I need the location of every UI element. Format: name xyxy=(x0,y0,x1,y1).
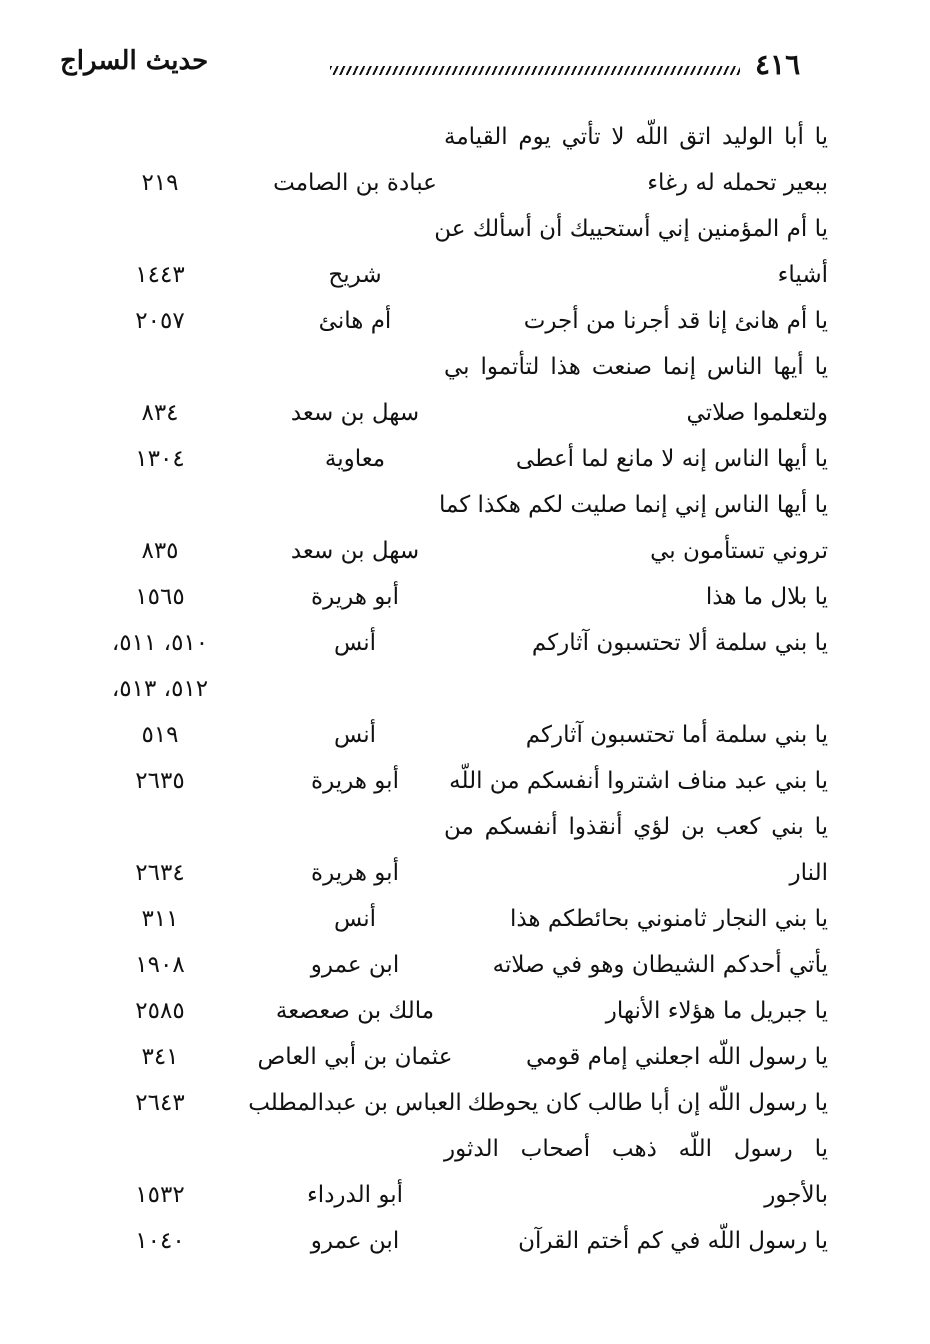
index-row xyxy=(0,396,930,442)
index-row xyxy=(0,212,930,258)
narrator: أبو الدرداء xyxy=(306,1182,403,1208)
hadith-number: ٣٤١ xyxy=(141,1044,179,1070)
hadith-text: يا أيها الناس إني إنما صليت لكم هكذا كما xyxy=(438,492,828,518)
hadith-text: أشياء xyxy=(777,262,828,288)
hadith-text: تروني تستأمون بي xyxy=(650,538,828,564)
hadith-number: ٣١١ xyxy=(141,906,179,932)
index-row xyxy=(0,1178,930,1224)
hadith-number: ١٩٠٨ xyxy=(135,952,185,978)
hadith-text: يا بني سلمة ألا تحتسبون آثاركم xyxy=(531,630,828,656)
narrator: العباس بن عبدالمطلب xyxy=(248,1090,462,1116)
hadith-number: ٢١٩ xyxy=(141,170,179,196)
index-row xyxy=(0,672,930,718)
index-row xyxy=(0,580,930,626)
hadith-number: ٥١٩ xyxy=(141,722,179,748)
hadith-text: يا بني النجار ثامنوني بحائطكم هذا xyxy=(509,906,828,932)
hadith-text: يا بلال ما هذا xyxy=(705,584,828,610)
index-row xyxy=(0,258,930,304)
narrator: معاوية xyxy=(324,446,386,472)
narrator: شريح xyxy=(328,262,382,288)
index-row xyxy=(0,994,930,1040)
hadith-text: يا بني عبد مناف اشتروا أنفسكم من اللّه xyxy=(449,768,828,794)
hadith-text: يا أيها الناس إنه لا مانع لما أعطى xyxy=(515,446,828,472)
hadith-text: يأتي أحدكم الشيطان وهو في صلاته xyxy=(492,952,828,978)
book-title: حديث السراج xyxy=(60,46,209,76)
hadith-number: ١٣٠٤ xyxy=(135,446,185,472)
index-row xyxy=(0,1040,930,1086)
hadith-number: ١٤٤٣ xyxy=(135,262,185,288)
hadith-text: النار xyxy=(789,860,828,886)
hadith-number: ١٠٤٠ xyxy=(135,1228,185,1254)
hadith-text: يا أيها الناس إنما صنعت هذا لتأتموا بي xyxy=(444,354,828,380)
hadith-text: يا رسول اللّه ذهب أصحاب الدثور xyxy=(444,1136,828,1162)
hadith-text: يا رسول اللّه إن أبا طالب كان يحوطك xyxy=(467,1090,828,1116)
narrator: أبو هريرة xyxy=(311,860,399,886)
hadith-number: ٢٥٨٥ xyxy=(135,998,185,1024)
hadith-text: ببعير تحمله له رغاء xyxy=(647,170,828,196)
hadith-text: ولتعلموا صلاتي xyxy=(686,400,828,426)
hadith-number: ٢٠٥٧ xyxy=(135,308,185,334)
hadith-number: ٥١٠، ٥١١، xyxy=(111,630,209,656)
hadith-number: ٥١٢، ٥١٣، xyxy=(111,676,209,702)
header-rule xyxy=(330,66,740,75)
index-row xyxy=(0,166,930,212)
index-row xyxy=(0,948,930,994)
hadith-number: ١٥٦٥ xyxy=(135,584,185,610)
narrator: سهل بن سعد xyxy=(290,400,420,426)
index-row xyxy=(0,120,930,166)
hadith-number: ٢٦٣٥ xyxy=(135,768,185,794)
index-row xyxy=(0,902,930,948)
index-row xyxy=(0,1224,930,1270)
index-row xyxy=(0,810,930,856)
hadith-text: يا أم المؤمنين إني أستحييك أن أسألك عن xyxy=(434,216,828,242)
index-row xyxy=(0,350,930,396)
narrator: أبو هريرة xyxy=(311,768,399,794)
narrator: أنس xyxy=(333,630,377,656)
hadith-index-list xyxy=(0,120,930,1270)
narrator: عثمان بن أبي العاص xyxy=(257,1044,453,1070)
index-row xyxy=(0,442,930,488)
hadith-text: يا بني كعب بن لؤي أنقذوا أنفسكم من xyxy=(444,814,828,840)
index-row xyxy=(0,626,930,672)
hadith-text: يا أبا الوليد اتق اللّه لا تأتي يوم القيامة xyxy=(444,124,828,150)
hadith-text: يا جبريل ما هؤلاء الأنهار xyxy=(605,998,828,1024)
narrator: أم هانئ xyxy=(318,308,392,334)
index-row xyxy=(0,764,930,810)
narrator: أبو هريرة xyxy=(311,584,399,610)
index-row xyxy=(0,488,930,534)
hadith-number: ٢٦٣٤ xyxy=(135,860,185,886)
narrator: مالك بن صعصعة xyxy=(275,998,435,1024)
hadith-number: ٨٣٤ xyxy=(141,400,179,426)
hadith-text: يا بني سلمة أما تحتسبون آثاركم xyxy=(525,722,828,748)
hadith-text: يا رسول اللّه في كم أختم القرآن xyxy=(518,1228,828,1254)
hadith-text: يا رسول اللّه اجعلني إمام قومي xyxy=(525,1044,828,1070)
hadith-number: ١٥٣٢ xyxy=(135,1182,185,1208)
hadith-number: ٢٦٤٣ xyxy=(135,1090,185,1116)
index-row xyxy=(0,534,930,580)
hadith-number: ٨٣٥ xyxy=(141,538,179,564)
hadith-text: يا أم هانئ إنا قد أجرنا من أجرت xyxy=(523,308,828,334)
narrator: ابن عمرو xyxy=(310,952,400,978)
narrator: سهل بن سعد xyxy=(290,538,420,564)
index-row xyxy=(0,856,930,902)
index-row xyxy=(0,718,930,764)
page-header xyxy=(0,40,930,90)
narrator: عبادة بن الصامت xyxy=(273,170,437,196)
index-row xyxy=(0,304,930,350)
hadith-text: بالأجور xyxy=(764,1182,828,1208)
narrator: أنس xyxy=(333,906,377,932)
narrator: ابن عمرو xyxy=(310,1228,400,1254)
index-row xyxy=(0,1086,930,1132)
narrator: أنس xyxy=(333,722,377,748)
index-row xyxy=(0,1132,930,1178)
page-number: ٤١٦ xyxy=(755,48,801,81)
